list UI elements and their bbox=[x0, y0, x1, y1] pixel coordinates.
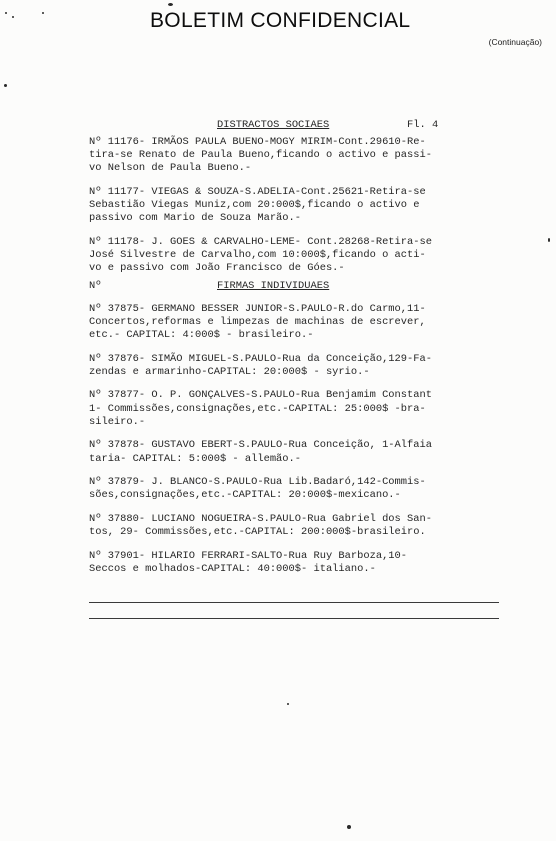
scan-speck bbox=[548, 238, 550, 242]
list-item bbox=[89, 186, 489, 226]
entry-line: José Silvestre de Carvalho,com 10:000$,ficando o acti- bbox=[89, 249, 426, 262]
entry-line: Seccos e molhados-CAPITAL: 40:000$- italiano.- bbox=[89, 563, 376, 575]
section-title: DISTRACTOS SOCIAES bbox=[217, 119, 330, 131]
entry-line: vo e passivo com João Francisco de Góes.- bbox=[89, 262, 345, 275]
section-title: FIRMAS INDIVIDUAES bbox=[217, 279, 330, 292]
section-header bbox=[89, 280, 489, 294]
page-number: Fl. 4 bbox=[407, 119, 439, 131]
section-header bbox=[89, 119, 489, 133]
scan-speck bbox=[168, 3, 173, 6]
scan-speck bbox=[4, 84, 7, 87]
scan-speck bbox=[12, 16, 14, 18]
section-distractos-sociaes bbox=[89, 119, 489, 276]
section-number-label: Nº bbox=[89, 279, 102, 292]
entry-line: Nº 37901- HILARIO FERRARI-SALTO-Rua Ruy Barboza,10- bbox=[89, 549, 408, 562]
entry-line: Nº 37876- SIMÃO MIGUEL-S.PAULO-Rua da Conceição,129-Fa- bbox=[89, 352, 432, 365]
list-item bbox=[89, 136, 489, 176]
entry-line: Nº 37875- GERMANO BESSER JUNIOR-S.PAULO-R.do Carmo,11- bbox=[89, 302, 426, 315]
scan-speck bbox=[5, 12, 7, 14]
entry-line: vo Nelson de Paula Bueno.- bbox=[89, 162, 252, 175]
entry-line: tos, 29- Commissões,etc.-CAPITAL: 200:000$-brasileiro. bbox=[89, 526, 426, 539]
entry-line: 1- Commissões,consignações,etc.-CAPITAL: 25:000$ -bra- bbox=[89, 402, 426, 415]
entry-line: Nº 11177- VIEGAS & SOUZA-S.ADELIA-Cont.25621-Retira-se bbox=[89, 186, 426, 198]
list-item bbox=[89, 513, 489, 539]
list-item bbox=[89, 550, 489, 576]
entry-line: Nº 37877- O. P. GONÇALVES-S.PAULO-Rua Benjamim Constant bbox=[89, 389, 432, 402]
entry-line: Nº 37878- GUSTAVO EBERT-S.PAULO-Rua Conceição, 1-Alfaia bbox=[89, 439, 432, 452]
entry-line: sileiro.- bbox=[89, 415, 146, 428]
entry-line: Nº 11176- IRMÃOS PAULA BUENO-MOGY MIRIM-Cont.29610-Re- bbox=[89, 136, 426, 148]
closing-rule bbox=[89, 618, 499, 619]
entry-line: passivo com Mario de Souza Marão.- bbox=[89, 212, 302, 225]
scan-speck bbox=[42, 12, 44, 14]
entry-line: etc.- CAPITAL: 4:000$ - brasileiro.- bbox=[89, 329, 314, 342]
entry-line: Nº 11178- J. GOES & CARVALHO-LEME- Cont.28268-Retira-se bbox=[89, 236, 432, 248]
entry-line: sões,consignações,etc.-CAPITAL: 20:000$-mexicano.- bbox=[89, 489, 401, 502]
scan-speck bbox=[347, 825, 351, 829]
list-item bbox=[89, 389, 489, 429]
entry-line: taria- CAPITAL: 5:000$ - allemão.- bbox=[89, 452, 302, 465]
document-body bbox=[89, 119, 489, 587]
list-item bbox=[89, 353, 489, 379]
entry-line: Nº 37879- J. BLANCO-S.PAULO-Rua Lib.Badaró,142-Commis- bbox=[89, 476, 426, 489]
scan-speck bbox=[287, 703, 289, 705]
entry-line: Sebastião Viegas Muniz,com 20:000$,ficando o activo e bbox=[89, 199, 420, 212]
list-item bbox=[89, 476, 489, 502]
entry-line: zendas e armarinho-CAPITAL: 20:000$ - syrio.- bbox=[89, 365, 370, 378]
entry-line: Nº 37880- LUCIANO NOGUEIRA-S.PAULO-Rua Gabriel dos San- bbox=[89, 513, 432, 525]
continuation-label: (Continuação) bbox=[488, 37, 542, 47]
closing-rule bbox=[89, 602, 499, 603]
list-item bbox=[89, 303, 489, 343]
list-item bbox=[89, 236, 489, 276]
section-firmas-individuaes bbox=[89, 280, 489, 577]
list-item bbox=[89, 439, 489, 465]
entry-line: tira-se Renato de Paula Bueno,ficando o activo e passi- bbox=[89, 149, 432, 162]
entry-line: Concertos,reformas e limpezas de machinas de escrever, bbox=[89, 315, 426, 328]
document-header-title: BOLETIM CONFIDENCIAL bbox=[150, 9, 411, 32]
